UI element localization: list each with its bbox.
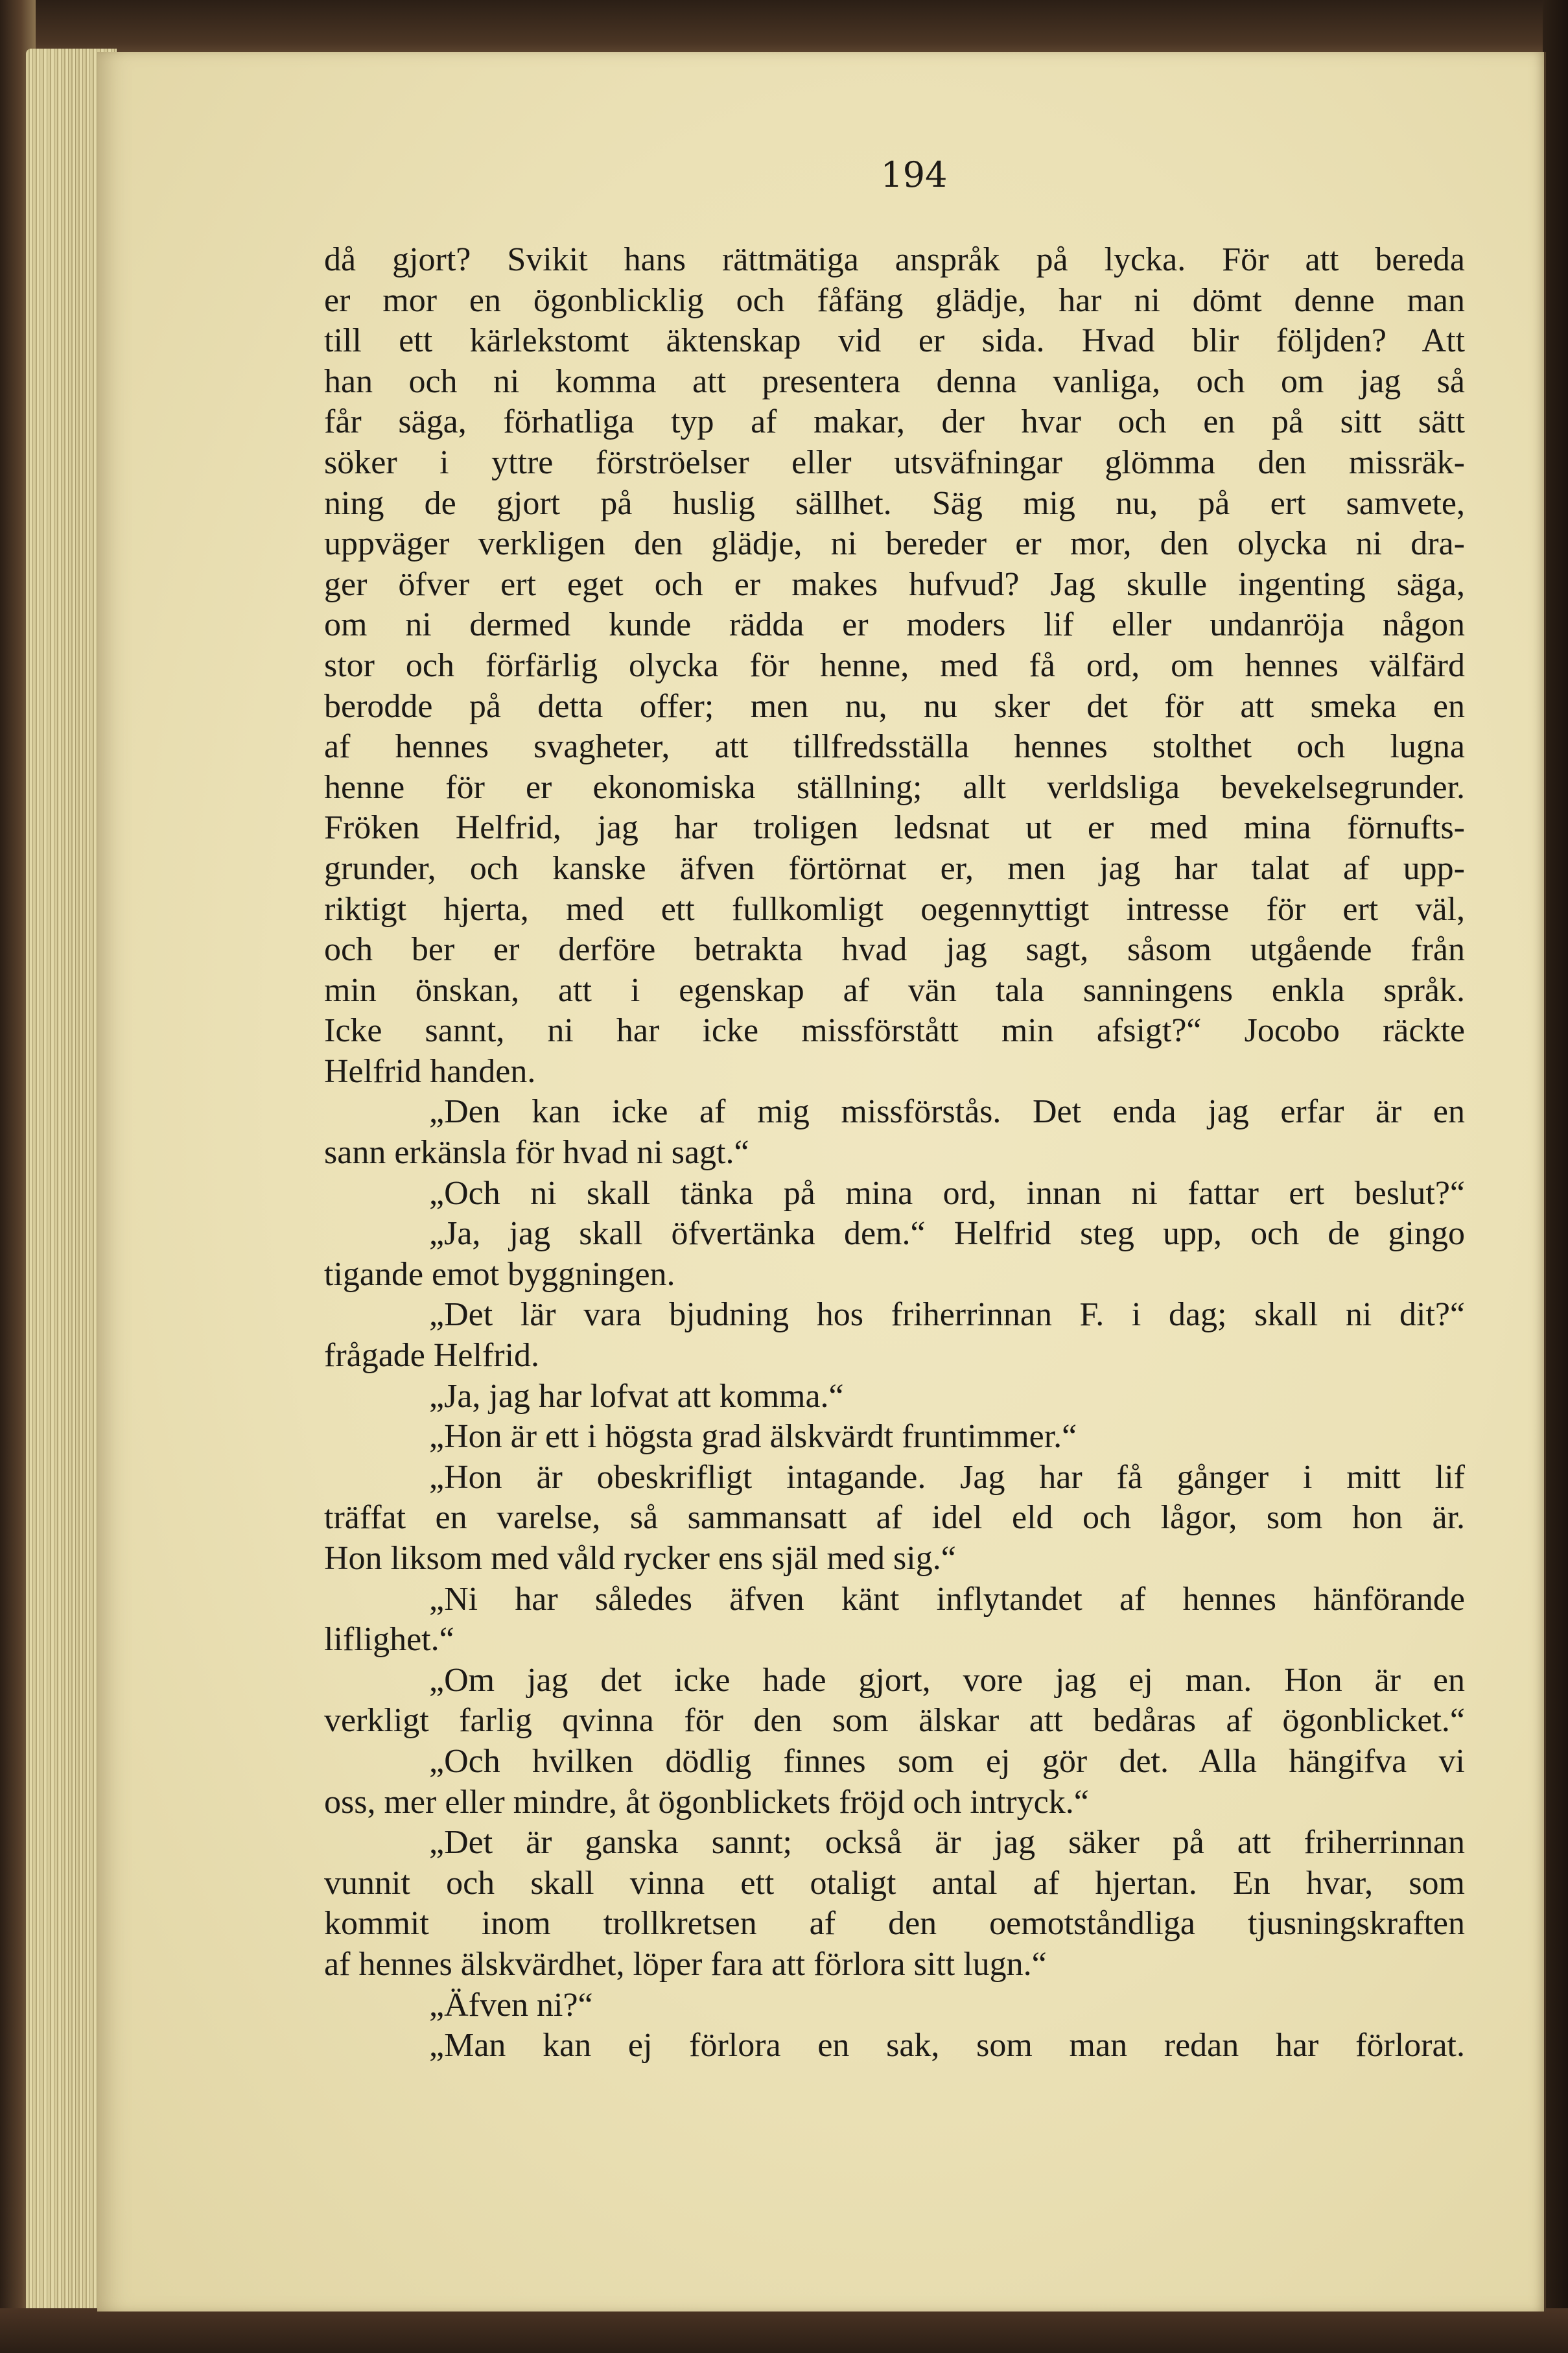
text-line: Icke sannt, ni har icke missförstått min afsigt?“ Jocobo räckte bbox=[324, 1012, 1465, 1050]
text-line: min önskan, att i egenskap af vän tala sanningens enkla språk. bbox=[324, 971, 1465, 1009]
text-line: träffat en varelse, så sammansatt af idel eld och lågor, som hon är. bbox=[324, 1499, 1465, 1537]
book-cover-right-edge bbox=[1543, 0, 1568, 2353]
book-cover-bottom-edge bbox=[0, 2308, 1568, 2353]
text-line: riktigt hjerta, med ett fullkomligt oegennyttigt intresse för ert väl, bbox=[324, 890, 1465, 928]
text-line: Fröken Helfrid, jag har troligen ledsnat ut er med mina förnufts- bbox=[324, 809, 1465, 847]
text-line: uppväger verkligen den glädje, ni bereder er mor, den olycka ni dra- bbox=[324, 525, 1465, 563]
text-line: får säga, förhatliga typ af makar, der hvar och en på sitt sätt bbox=[324, 403, 1465, 441]
text-line: tigande emot byggningen. bbox=[324, 1255, 675, 1293]
text-line: då gjort? Svikit hans rättmätiga anspråk på lycka. För att bereda bbox=[324, 241, 1465, 278]
text-line: liflighet.“ bbox=[324, 1621, 454, 1659]
text-line: Helfrid handen. bbox=[324, 1052, 536, 1090]
text-line: „Man kan ej förlora en sak, som man redan har förlorat. bbox=[429, 2027, 1465, 2064]
page-number: 194 bbox=[880, 154, 948, 195]
text-line: „Och ni skall tänka på mina ord, innan ni fattar ert beslut?“ bbox=[429, 1174, 1465, 1212]
text-line: „Ni har således äfven känt inflytandet af hennes hänförande bbox=[429, 1580, 1465, 1618]
text-line: „Och hvilken dödlig finnes som ej gör det. Alla hängifva vi bbox=[429, 1742, 1465, 1780]
text-line: ning de gjort på huslig sällhet. Säg mig nu, på ert samvete, bbox=[324, 484, 1465, 522]
text-line: „Hon är ett i högsta grad älskvärdt fruntimmer.“ bbox=[429, 1418, 1077, 1456]
text-line: berodde på detta offer; men nu, nu sker det för att smeka en bbox=[324, 687, 1465, 725]
text-line: af hennes svagheter, att tillfredsställa hennes stolthet och lugna bbox=[324, 728, 1465, 766]
text-line: frågade Helfrid. bbox=[324, 1337, 540, 1375]
text-line: er mor en ögonblicklig och fåfäng glädje, har ni dömt denne man bbox=[324, 281, 1465, 319]
text-line: „Den kan icke af mig missförstås. Det enda jag erfar är en bbox=[429, 1093, 1465, 1131]
text-line: af hennes älskvärdhet, löper fara att förlora sitt lugn.“ bbox=[324, 1945, 1047, 1983]
text-line: söker i yttre förströelser eller utsväfningar glömma den missräk- bbox=[324, 443, 1465, 481]
text-line: Hon liksom med våld rycker ens själ med sig.“ bbox=[324, 1540, 956, 1577]
text-line: henne för er ekonomiska ställning; allt verldsliga bevekelsegrunder. bbox=[324, 768, 1465, 806]
text-line: om ni dermed kunde rädda er moders lif eller undanröja någon bbox=[324, 606, 1465, 644]
page-text-body bbox=[324, 240, 1465, 2066]
text-line: „Ja, jag har lofvat att komma.“ bbox=[429, 1377, 844, 1415]
text-line: ger öfver ert eget och er makes hufvud? Jag skulle ingenting säga, bbox=[324, 565, 1465, 603]
text-line: grunder, och kanske äfven förtörnat er, men jag har talat af upp- bbox=[324, 849, 1465, 887]
text-line: stor och förfärlig olycka för henne, med få ord, om hennes välfärd bbox=[324, 646, 1465, 684]
text-line: „Det är ganska sannt; också är jag säker på att friherrinnan bbox=[429, 1824, 1465, 1862]
text-line: „Hon är obeskrifligt intagande. Jag har få gånger i mitt lif bbox=[429, 1458, 1465, 1496]
text-line: verkligt farlig qvinna för den som älskar att bedåras af ögonblicket.“ bbox=[324, 1702, 1465, 1740]
text-line: sann erkänsla för hvad ni sagt.“ bbox=[324, 1134, 749, 1172]
text-line: vunnit och skall vinna ett otaligt antal af hjertan. En hvar, som bbox=[324, 1864, 1465, 1902]
text-line: kommit inom trollkretsen af den oemotståndliga tjusningskraften bbox=[324, 1905, 1465, 1943]
text-line: „Det lär vara bjudning hos friherrinnan F. i dag; skall ni dit?“ bbox=[429, 1296, 1465, 1334]
text-line: „Äfven ni?“ bbox=[429, 1986, 593, 2024]
text-line: „Om jag det icke hade gjort, vore jag ej man. Hon är en bbox=[429, 1661, 1465, 1699]
text-line: han och ni komma att presentera denna vanliga, och om jag så bbox=[324, 362, 1465, 400]
text-line: till ett kärlekstomt äktenskap vid er sida. Hvad blir följden? Att bbox=[324, 322, 1465, 360]
text-line: „Ja, jag skall öfvertänka dem.“ Helfrid steg upp, och de gingo bbox=[429, 1215, 1465, 1253]
text-line: och ber er derföre betrakta hvad jag sagt, såsom utgående från bbox=[324, 931, 1465, 969]
text-line: oss, mer eller mindre, åt ögonblickets fröjd och intryck.“ bbox=[324, 1783, 1089, 1821]
